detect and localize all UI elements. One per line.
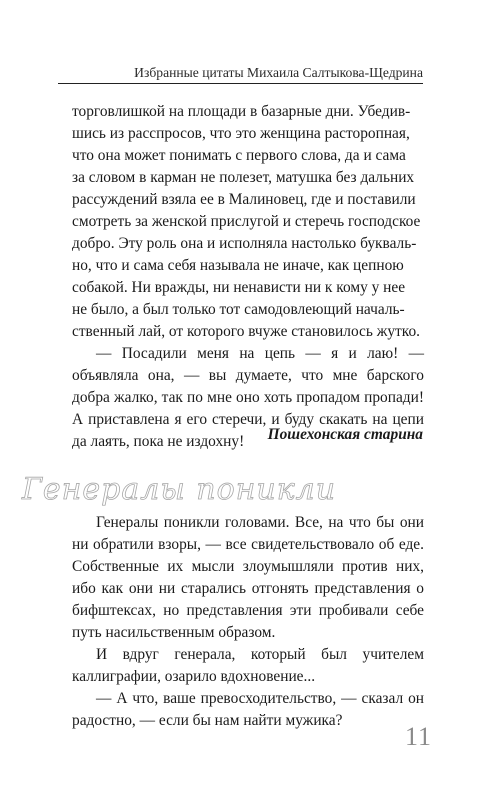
section-heading: Генералы поникли: [22, 472, 337, 507]
excerpt-1-line: добро. Эту роль она и исполняла настолько букваль-: [72, 235, 417, 252]
excerpt-1-line: не было, а был только тот самодовлеющий началь-: [72, 301, 405, 318]
excerpt-1-line: шись из расспросов, что это женщина расторопная,: [72, 125, 410, 142]
excerpt-1: [72, 101, 424, 453]
excerpt-1-line: ственный лай, от которого вчуже становилось жутко.: [72, 323, 421, 340]
source-title: Пошехонская старина: [267, 426, 423, 443]
excerpt-1-line: что она может понимать с первого слова, да и сама: [72, 147, 406, 164]
header-rule: [58, 83, 423, 84]
excerpt-1-lines: [72, 101, 424, 343]
excerpt-1-line: за словом в карман не полезет, матушка без дальних: [72, 169, 415, 186]
excerpt-1-line: рассуждений взяла ее в Малиновец, где и поставили: [72, 191, 416, 208]
excerpt-1-line: смотреть за женской прислугой и стеречь господское: [72, 213, 421, 230]
excerpt-2-paragraph-1: Генералы поникли головами. Все, на что бы они ни обратили взоры, — все свидетельствовало об еде. Собственные их мысли злоумышляли против них, ибо как они ни старались отгонять представления о бифштексах, но представления эти пробивали себе путь насильственным образом.: [72, 514, 424, 641]
excerpt-1-line: собакой. Ни вражды, ни ненависти ни к кому у нее: [72, 279, 406, 296]
excerpt-2: [72, 512, 424, 732]
excerpt-1-quote: — Посадили меня на цепь — я и лаю! — объявляла она, — вы думаете, что мне барского добра жалко, так по мне оно хоть пропадом пропади! А приставлена я его стеречи, и буду скакать на цепи да лаять, пока не издохну!: [72, 345, 424, 450]
excerpt-2-paragraph-2: И вдруг генерала, который был учителем каллиграфии, озарило вдохновение...: [72, 646, 424, 685]
running-head: Избранные цитаты Михаила Салтыкова-Щедрина: [134, 65, 423, 80]
excerpt-1-line: но, что и сама себя называла не иначе, как цепною: [72, 257, 404, 274]
excerpt-1-line: торговлишкой на площади в базарные дни. Убедив-: [72, 103, 411, 120]
page-number: 11: [404, 722, 432, 751]
excerpt-2-paragraph-3: — А что, ваше превосходительство, — сказал он радостно, — если бы нам найти мужика?: [72, 690, 424, 729]
